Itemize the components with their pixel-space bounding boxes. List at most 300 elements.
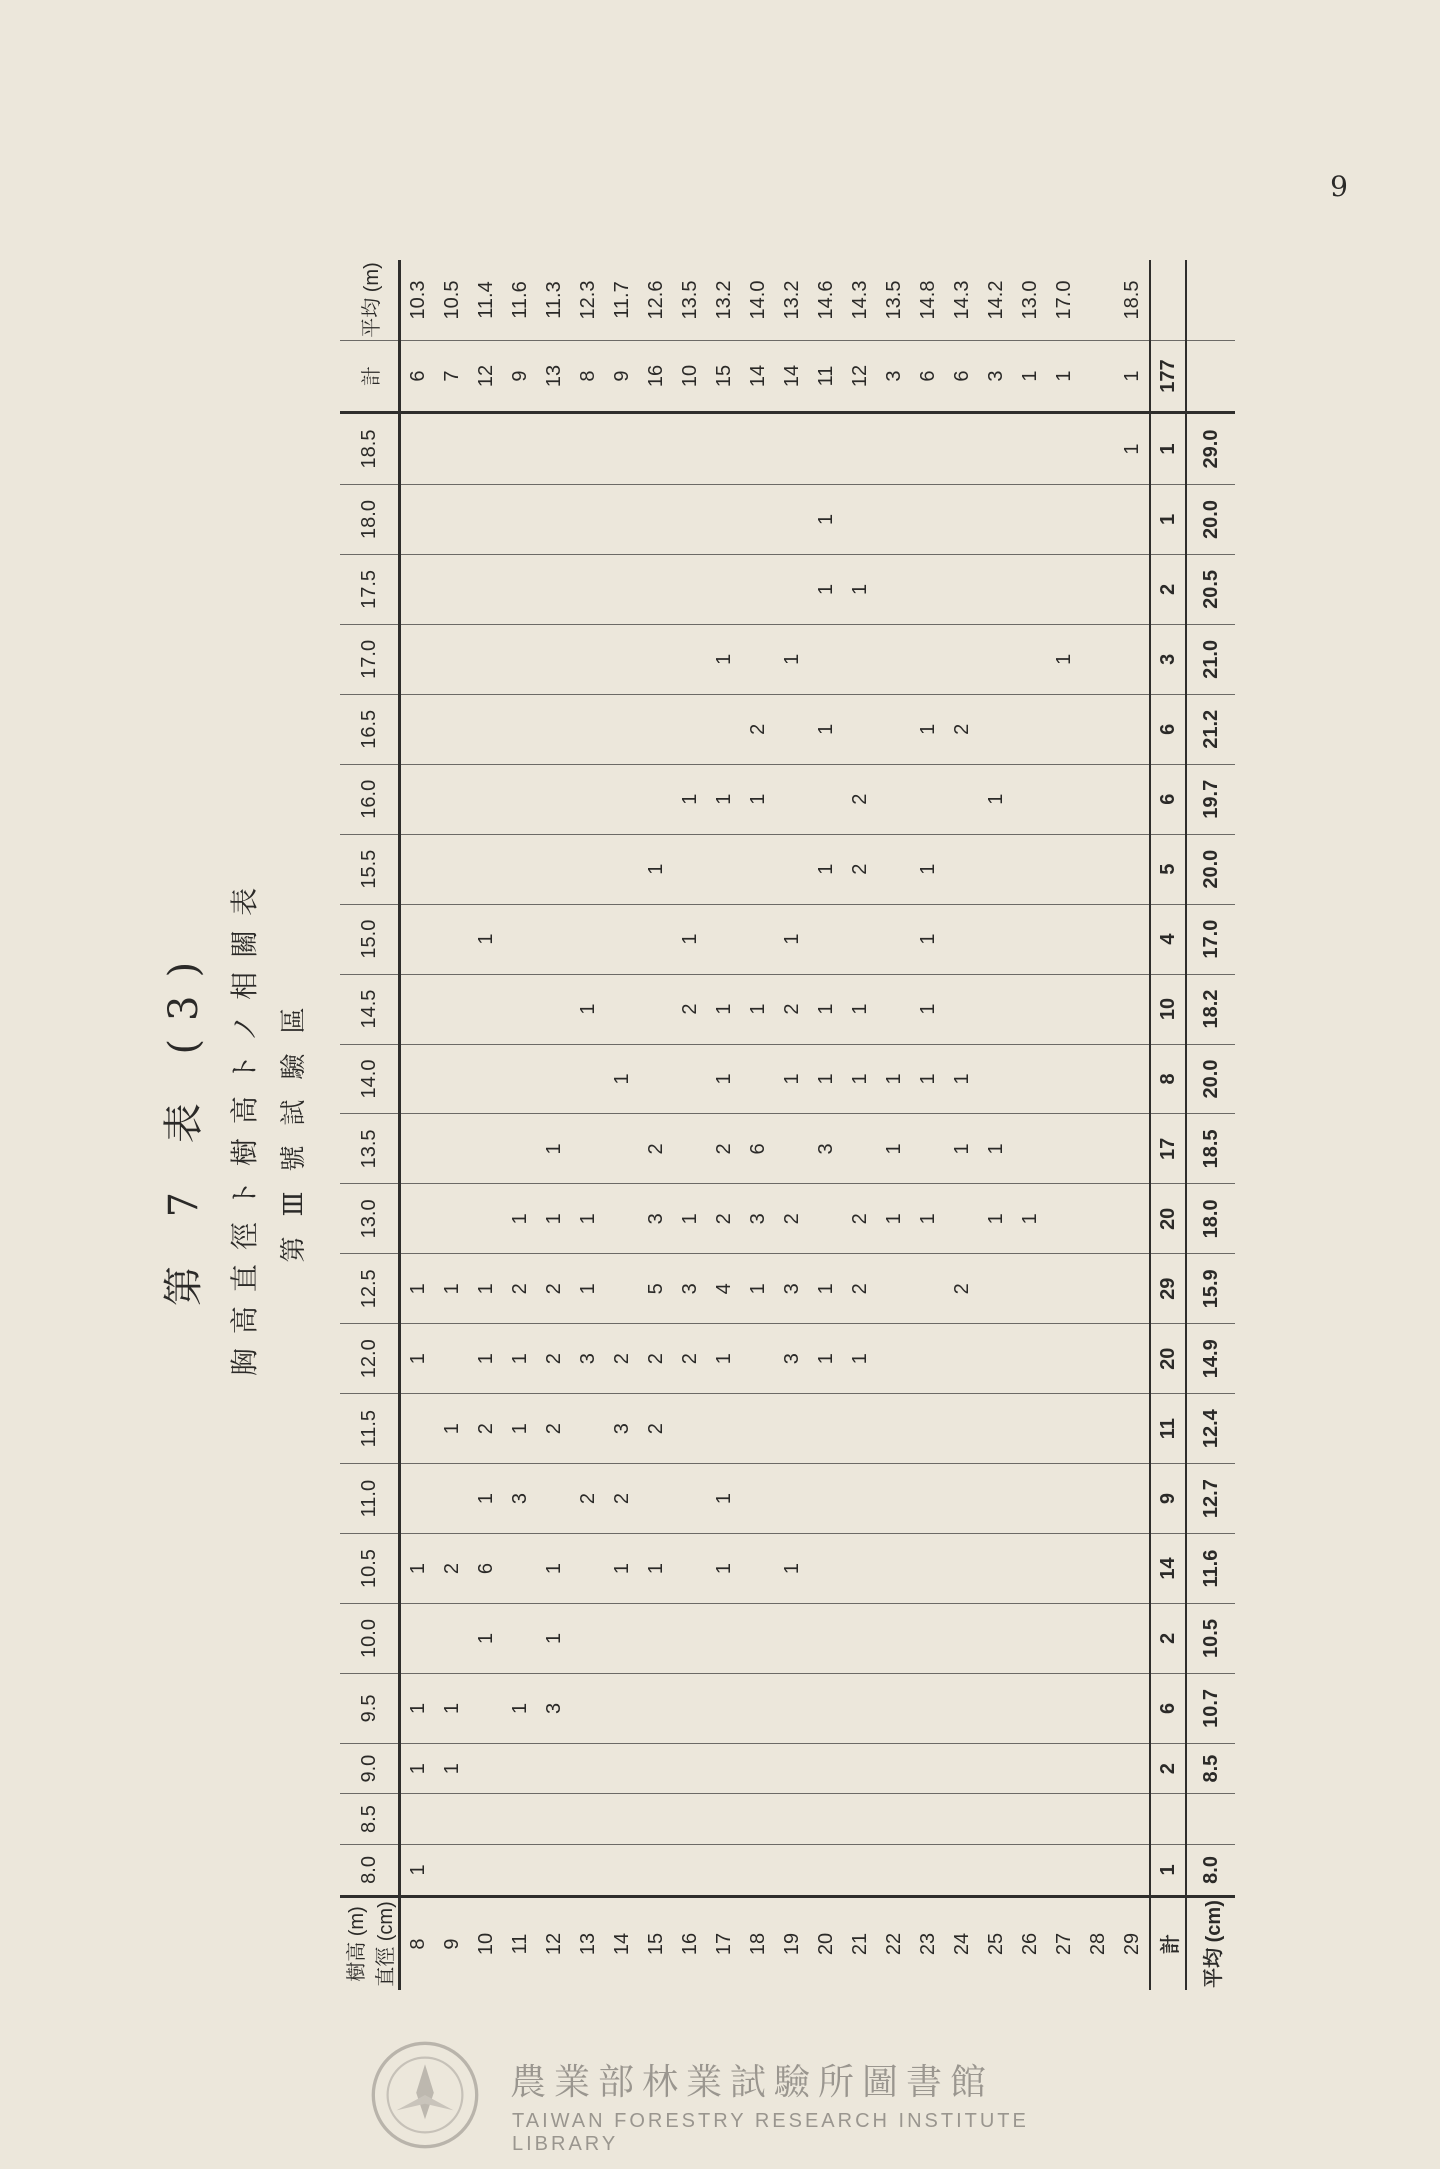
tally-cell	[877, 1844, 911, 1896]
row-total-cell: 12	[843, 341, 877, 413]
tally-cell	[945, 1184, 979, 1254]
tally-cell	[605, 1114, 639, 1184]
tally-cell: 1	[707, 624, 741, 694]
column-mean-cell: 18.2	[1186, 974, 1235, 1044]
row-total-cell: 14	[741, 341, 775, 413]
column-total-cell: 2	[1150, 554, 1186, 624]
table-row	[809, 260, 843, 1990]
row-average-cell: 13.2	[775, 260, 809, 341]
tally-cell: 4	[707, 1254, 741, 1324]
tally-cell	[1013, 413, 1047, 485]
tally-cell	[911, 554, 945, 624]
tally-cell	[503, 1604, 537, 1674]
tally-cell: 1	[537, 1184, 571, 1254]
tally-cell	[469, 974, 503, 1044]
tally-cell	[639, 694, 673, 764]
height-header-cell: 17.5	[340, 554, 400, 624]
column-total-cell: 10	[1150, 974, 1186, 1044]
tally-cell	[979, 904, 1013, 974]
tally-cell	[1013, 1743, 1047, 1793]
tally-cell	[469, 694, 503, 764]
row-average-cell: 14.0	[741, 260, 775, 341]
tally-cell	[469, 764, 503, 834]
tally-cell	[877, 1324, 911, 1394]
tally-cell	[911, 1254, 945, 1324]
tally-cell	[605, 1794, 639, 1844]
tally-cell	[979, 1673, 1013, 1743]
tally-cell	[945, 1534, 979, 1604]
height-header-cell: 9.0	[340, 1743, 400, 1793]
tally-cell	[400, 413, 436, 485]
table-row	[741, 260, 775, 1990]
tally-cell	[571, 624, 605, 694]
column-mean-cell: 17.0	[1186, 904, 1235, 974]
tally-cell	[843, 413, 877, 485]
column-total-cell: 2	[1150, 1604, 1186, 1674]
tally-cell: 2	[537, 1254, 571, 1324]
tally-cell: 1	[503, 1184, 537, 1254]
tally-cell	[843, 485, 877, 555]
tally-cell: 1	[605, 1044, 639, 1114]
empty-cell	[1186, 341, 1235, 413]
tally-cell: 3	[605, 1394, 639, 1464]
column-total-cell: 14	[1150, 1534, 1186, 1604]
tally-cell	[1115, 1044, 1150, 1114]
tally-cell: 1	[400, 1844, 436, 1896]
tally-cell	[877, 1464, 911, 1534]
tally-cell	[1081, 1394, 1115, 1464]
tally-cell	[605, 834, 639, 904]
tally-cell	[469, 1743, 503, 1793]
tally-cell	[775, 764, 809, 834]
column-mean-cell: 20.5	[1186, 554, 1235, 624]
tally-cell: 1	[945, 1044, 979, 1114]
tally-cell: 1	[741, 1254, 775, 1324]
tally-cell	[537, 764, 571, 834]
tally-cell: 1	[741, 764, 775, 834]
tally-cell	[979, 554, 1013, 624]
tally-cell	[639, 1743, 673, 1793]
tally-cell	[843, 904, 877, 974]
tally-cell	[877, 1254, 911, 1324]
tally-cell	[537, 1794, 571, 1844]
column-mean-cell: 12.7	[1186, 1464, 1235, 1534]
tally-cell	[775, 1844, 809, 1896]
tally-cell: 1	[979, 1184, 1013, 1254]
tally-cell	[400, 1794, 436, 1844]
tally-cell	[400, 1114, 436, 1184]
tally-cell	[571, 485, 605, 555]
tally-cell	[1047, 1464, 1081, 1534]
row-total-cell: 6	[400, 341, 436, 413]
tally-cell	[707, 554, 741, 624]
diameter-row-header: 29	[1115, 1897, 1150, 1991]
library-seal-icon	[370, 2040, 480, 2150]
tally-cell	[571, 1844, 605, 1896]
tally-cell	[809, 904, 843, 974]
grand-total-cell: 177	[1150, 341, 1186, 413]
tally-cell	[571, 554, 605, 624]
tally-cell	[877, 1604, 911, 1674]
tally-cell	[639, 624, 673, 694]
tally-cell: 3	[775, 1254, 809, 1324]
tally-cell: 1	[435, 1743, 469, 1793]
tally-cell	[809, 764, 843, 834]
tally-cell	[639, 413, 673, 485]
tally-cell	[639, 974, 673, 1044]
tally-cell	[911, 485, 945, 555]
tally-cell	[1115, 834, 1150, 904]
tally-cell	[605, 624, 639, 694]
tally-cell	[503, 1534, 537, 1604]
tally-cell	[775, 834, 809, 904]
column-total-cell: 20	[1150, 1324, 1186, 1394]
tally-cell	[707, 485, 741, 555]
empty-cell	[1186, 260, 1235, 341]
tally-cell: 1	[1047, 624, 1081, 694]
library-footer	[370, 2040, 1090, 2155]
tally-cell: 1	[911, 974, 945, 1044]
tally-cell	[1115, 904, 1150, 974]
tally-cell	[571, 1534, 605, 1604]
tally-cell	[1013, 1044, 1047, 1114]
tally-cell	[1115, 694, 1150, 764]
tally-cell	[843, 1464, 877, 1534]
tally-cell: 1	[911, 1184, 945, 1254]
table-row	[911, 260, 945, 1990]
tally-cell	[605, 694, 639, 764]
height-header-cell: 14.0	[340, 1044, 400, 1114]
tally-cell	[843, 1534, 877, 1604]
tally-cell	[1013, 764, 1047, 834]
column-total-cell: 17	[1150, 1114, 1186, 1184]
tally-cell	[979, 624, 1013, 694]
tally-cell	[877, 904, 911, 974]
height-header-cell: 13.0	[340, 1184, 400, 1254]
tally-cell	[435, 694, 469, 764]
tally-cell	[400, 694, 436, 764]
tally-cell	[503, 1044, 537, 1114]
column-total-cell: 5	[1150, 834, 1186, 904]
tally-cell	[673, 1794, 707, 1844]
tally-cell	[741, 554, 775, 624]
tally-cell	[400, 1184, 436, 1254]
row-total-cell: 11	[809, 341, 843, 413]
tally-cell: 2	[843, 764, 877, 834]
tally-cell	[469, 554, 503, 624]
tally-cell	[503, 413, 537, 485]
tally-cell	[945, 834, 979, 904]
column-total-cell: 1	[1150, 485, 1186, 555]
tally-cell	[673, 694, 707, 764]
tally-cell	[605, 1673, 639, 1743]
tally-cell	[775, 485, 809, 555]
tally-cell	[809, 1184, 843, 1254]
tally-cell	[469, 1184, 503, 1254]
tally-cell: 3	[537, 1673, 571, 1743]
height-header-cell: 11.0	[340, 1464, 400, 1534]
tally-cell	[979, 1044, 1013, 1114]
tally-cell	[741, 904, 775, 974]
tally-cell	[639, 1844, 673, 1896]
tally-cell	[877, 1743, 911, 1793]
tally-cell	[503, 485, 537, 555]
tally-cell: 1	[469, 1604, 503, 1674]
tally-cell	[639, 764, 673, 834]
row-average-cell: 17.0	[1047, 260, 1081, 341]
tally-cell	[1081, 1464, 1115, 1534]
tally-cell	[605, 1844, 639, 1896]
tally-cell	[911, 413, 945, 485]
tally-cell	[979, 1794, 1013, 1844]
tally-cell	[673, 1394, 707, 1464]
tally-cell	[1081, 1114, 1115, 1184]
table-row	[605, 260, 639, 1990]
tally-cell	[537, 904, 571, 974]
tally-cell: 1	[639, 834, 673, 904]
tally-cell	[1081, 413, 1115, 485]
tally-cell	[605, 485, 639, 555]
table-title: 第 7 表 (3)	[161, 943, 207, 1307]
tally-cell	[877, 694, 911, 764]
row-average-cell: 13.2	[707, 260, 741, 341]
tally-cell	[1013, 1844, 1047, 1896]
tally-cell	[673, 834, 707, 904]
row-total-cell: 9	[503, 341, 537, 413]
tally-cell: 1	[673, 1184, 707, 1254]
tally-cell: 1	[809, 974, 843, 1044]
tally-cell	[911, 1743, 945, 1793]
tally-cell	[673, 1114, 707, 1184]
diameter-row-header: 22	[877, 1897, 911, 1991]
tally-cell	[571, 834, 605, 904]
corner-header-cell	[340, 1897, 400, 1991]
tally-cell	[945, 1844, 979, 1896]
tally-cell	[503, 834, 537, 904]
tally-cell: 1	[809, 694, 843, 764]
tally-cell	[1013, 974, 1047, 1044]
tally-cell	[979, 1743, 1013, 1793]
tally-cell: 1	[571, 1184, 605, 1254]
table-row	[503, 260, 537, 1990]
tally-cell	[707, 413, 741, 485]
tally-cell	[707, 1844, 741, 1896]
row-average-cell: 10.3	[400, 260, 436, 341]
tally-cell	[571, 764, 605, 834]
tally-cell	[809, 1604, 843, 1674]
row-average-cell: 14.3	[945, 260, 979, 341]
tally-cell	[605, 554, 639, 624]
tally-cell: 1	[537, 1114, 571, 1184]
tally-cell: 1	[775, 904, 809, 974]
tally-cell	[877, 1673, 911, 1743]
tally-cell	[775, 554, 809, 624]
table-row	[877, 260, 911, 1990]
title-block	[140, 260, 320, 1990]
height-header-cell: 18.5	[340, 413, 400, 485]
tally-cell	[503, 624, 537, 694]
tally-cell	[945, 904, 979, 974]
tally-cell	[911, 1534, 945, 1604]
tally-cell	[1013, 1604, 1047, 1674]
empty-cell	[1150, 260, 1186, 341]
tally-cell: 2	[945, 694, 979, 764]
tally-cell	[673, 413, 707, 485]
tally-cell	[1115, 624, 1150, 694]
tally-cell: 1	[945, 1114, 979, 1184]
tally-cell: 2	[605, 1464, 639, 1534]
tally-cell: 1	[400, 1673, 436, 1743]
tally-cell	[537, 1044, 571, 1114]
tally-cell	[537, 413, 571, 485]
tally-cell	[979, 1324, 1013, 1394]
tally-cell: 1	[400, 1743, 436, 1793]
column-total-cell: 6	[1150, 694, 1186, 764]
tally-cell	[1115, 1184, 1150, 1254]
tally-cell	[503, 694, 537, 764]
tally-cell	[741, 1604, 775, 1674]
tally-cell	[400, 1044, 436, 1114]
tally-cell	[809, 1844, 843, 1896]
tally-cell	[503, 764, 537, 834]
tally-cell	[911, 624, 945, 694]
diameter-row-header: 8	[400, 1897, 436, 1991]
tally-cell	[775, 1464, 809, 1534]
tally-cell	[673, 554, 707, 624]
row-total-cell: 16	[639, 341, 673, 413]
tally-cell	[435, 974, 469, 1044]
tally-cell	[605, 1254, 639, 1324]
tally-cell	[775, 1673, 809, 1743]
tally-cell	[979, 1394, 1013, 1464]
height-header-cell: 18.0	[340, 485, 400, 555]
tally-cell	[877, 764, 911, 834]
tally-cell	[1081, 904, 1115, 974]
tally-cell	[435, 834, 469, 904]
tally-cell	[571, 1044, 605, 1114]
diameter-row-header: 25	[979, 1897, 1013, 1991]
table-row	[945, 260, 979, 1990]
tally-cell	[843, 1673, 877, 1743]
tally-cell	[741, 1794, 775, 1844]
tally-cell: 1	[571, 1254, 605, 1324]
tally-cell: 1	[843, 1044, 877, 1114]
tally-cell	[1115, 1464, 1150, 1534]
tally-cell: 1	[707, 764, 741, 834]
tally-cell: 1	[877, 1044, 911, 1114]
diameter-row-header: 26	[1013, 1897, 1047, 1991]
tally-cell	[809, 1743, 843, 1793]
tally-cell	[1081, 1534, 1115, 1604]
tally-cell	[571, 413, 605, 485]
tally-cell: 1	[435, 1673, 469, 1743]
tally-cell	[707, 904, 741, 974]
tally-cell	[707, 1673, 741, 1743]
tally-cell: 1	[707, 1534, 741, 1604]
tally-cell	[605, 764, 639, 834]
tally-cell	[639, 1044, 673, 1114]
tally-cell	[741, 413, 775, 485]
tally-cell	[1115, 1254, 1150, 1324]
tally-cell	[1047, 1114, 1081, 1184]
table-row	[435, 260, 469, 1990]
tally-cell	[503, 1743, 537, 1793]
tally-cell	[945, 1394, 979, 1464]
page-number: 9	[1330, 170, 1348, 203]
tally-cell	[435, 1324, 469, 1394]
tally-cell: 1	[400, 1534, 436, 1604]
tally-cell	[435, 413, 469, 485]
tally-cell	[741, 1844, 775, 1896]
column-mean-cell: 10.5	[1186, 1604, 1235, 1674]
row-total-cell: 10	[673, 341, 707, 413]
tally-cell	[673, 624, 707, 694]
column-mean-cell: 20.0	[1186, 485, 1235, 555]
column-mean-cell: 21.0	[1186, 624, 1235, 694]
tally-cell	[400, 904, 436, 974]
tally-cell: 2	[639, 1324, 673, 1394]
tally-cell: 2	[945, 1254, 979, 1324]
column-total-cell: 3	[1150, 624, 1186, 694]
row-average-cell: 12.3	[571, 260, 605, 341]
tally-cell: 1	[469, 904, 503, 974]
height-header-cell: 16.5	[340, 694, 400, 764]
diameter-row-header: 12	[537, 1897, 571, 1991]
table-row	[775, 260, 809, 1990]
tally-cell	[911, 1673, 945, 1743]
height-header-cell: 8.0	[340, 1844, 400, 1896]
tally-cell	[605, 413, 639, 485]
row-average-cell	[1081, 260, 1115, 341]
tally-cell	[1081, 1743, 1115, 1793]
tally-cell	[1081, 1673, 1115, 1743]
tally-cell	[877, 974, 911, 1044]
row-average-cell: 14.2	[979, 260, 1013, 341]
height-header-cell: 15.5	[340, 834, 400, 904]
tally-cell	[639, 554, 673, 624]
tally-cell	[741, 834, 775, 904]
column-mean-cell: 20.0	[1186, 834, 1235, 904]
tally-cell: 1	[741, 974, 775, 1044]
tally-cell	[775, 1794, 809, 1844]
tally-cell	[469, 1794, 503, 1844]
tally-cell: 6	[469, 1534, 503, 1604]
tally-cell	[435, 1844, 469, 1896]
tally-cell	[945, 413, 979, 485]
tally-cell	[1115, 554, 1150, 624]
tally-cell: 2	[843, 1184, 877, 1254]
tally-cell	[741, 1394, 775, 1464]
tally-cell: 1	[605, 1534, 639, 1604]
tally-cell	[1115, 1324, 1150, 1394]
tally-cell	[945, 485, 979, 555]
tally-cell	[605, 1743, 639, 1793]
tally-cell	[911, 1114, 945, 1184]
tally-cell	[605, 974, 639, 1044]
column-mean-cell: 8.5	[1186, 1743, 1235, 1793]
tally-cell: 1	[435, 1254, 469, 1324]
tally-cell: 3	[809, 1114, 843, 1184]
tally-cell	[1013, 1254, 1047, 1324]
tally-cell	[1013, 1794, 1047, 1844]
column-mean-cell: 29.0	[1186, 413, 1235, 485]
tally-cell	[639, 1673, 673, 1743]
tally-cell	[1081, 1044, 1115, 1114]
correlation-table	[340, 260, 1235, 1990]
tally-cell: 5	[639, 1254, 673, 1324]
row-average-cell: 18.5	[1115, 260, 1150, 341]
plot-label: 第Ⅲ號試驗區	[279, 987, 309, 1263]
